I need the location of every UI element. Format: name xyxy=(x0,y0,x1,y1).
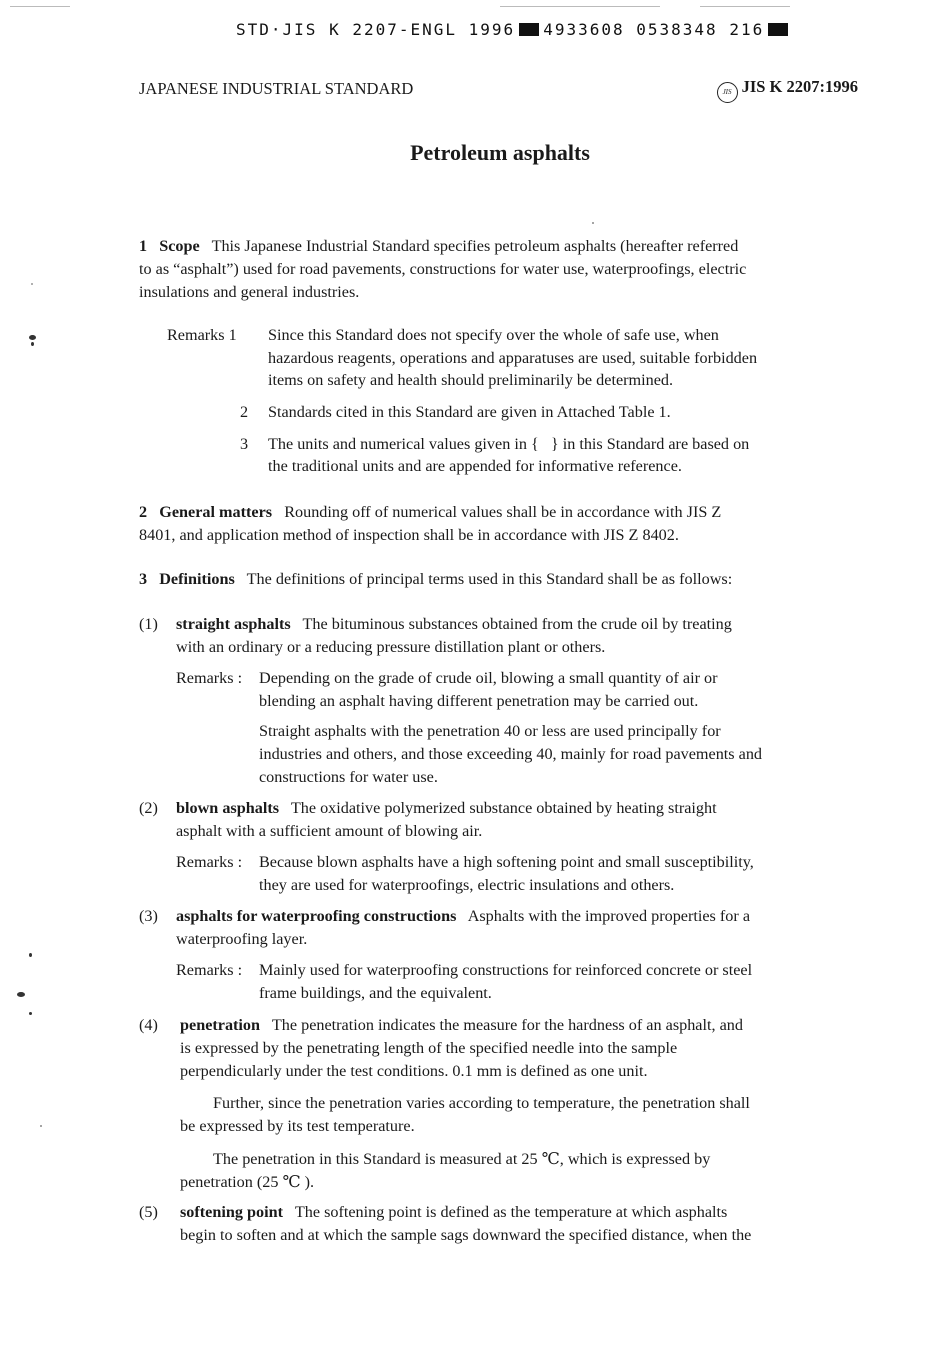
standard-number-text: JIS K 2207:1996 xyxy=(741,77,858,96)
section-text: The definitions of principal terms used in this Standard shall be as follows: xyxy=(246,570,733,588)
remarks-block xyxy=(167,326,867,486)
standard-number xyxy=(717,77,858,103)
scan-speck xyxy=(29,953,32,957)
remark-number: 2 xyxy=(240,403,249,421)
scan-speck xyxy=(40,1125,42,1127)
definition-text: be expressed by its test temperature. xyxy=(180,1117,415,1135)
remark-text: Straight asphalts with the penetration 40 or less are used principally for xyxy=(259,722,721,740)
remark-text: Mainly used for waterproofing constructions for reinforced concrete or steel xyxy=(259,961,753,979)
definition-text: The penetration in this Standard is measured at 25 ℃, which is expressed by xyxy=(213,1150,711,1168)
remarks-label: Remarks : xyxy=(176,961,243,979)
definition-term: blown asphalts xyxy=(176,799,280,817)
definition-text: with an ordinary or a reducing pressure distillation plant or others. xyxy=(176,638,606,656)
definition-text: waterproofing layer. xyxy=(176,930,308,948)
definition-number: (3) xyxy=(139,907,158,925)
definition-term: asphalts for waterproofing constructions xyxy=(176,907,457,925)
definition-text: asphalt with a sufficient amount of blowing air. xyxy=(176,822,483,840)
definition-softening-point xyxy=(139,1203,864,1253)
definition-text: Asphalts with the improved properties for a xyxy=(467,907,751,925)
scan-speck xyxy=(29,335,36,340)
definition-text: is expressed by the penetrating length of the specified needle into the sample xyxy=(180,1039,678,1057)
definition-number: (2) xyxy=(139,799,158,817)
scan-speck xyxy=(17,992,25,997)
definition-blown-asphalts xyxy=(139,799,864,899)
section-general-line-1 xyxy=(139,503,721,522)
black-block xyxy=(768,23,788,36)
document-code-prefix: STD·JIS K 2207-ENGL 1996 xyxy=(236,20,516,39)
definition-line-1 xyxy=(176,615,732,634)
scan-speck xyxy=(31,283,33,285)
jis-mark-icon: JIS xyxy=(717,82,738,103)
page-title-text: Petroleum asphalts xyxy=(410,140,590,165)
section-number: 3 xyxy=(139,570,148,588)
remark-text: hazardous reagents, operations and apparatuses are used, suitable forbidden xyxy=(268,349,758,367)
section-heading: Definitions xyxy=(159,570,235,588)
definition-line-1 xyxy=(176,907,750,926)
definition-number: (4) xyxy=(139,1016,158,1034)
definition-straight-asphalts xyxy=(139,615,864,795)
definition-term: penetration xyxy=(180,1016,261,1034)
remark-text: Depending on the grade of crude oil, blowing a small quantity of air or xyxy=(259,669,718,687)
definition-text: The bituminous substances obtained from the crude oil by treating xyxy=(302,615,732,633)
remark-text: industries and others, and those exceeding 40, mainly for road pavements and xyxy=(259,745,763,763)
definition-text: The penetration indicates the measure for the hardness of an asphalt, and xyxy=(271,1016,743,1034)
document-code-numbers: 4933608 0538348 216 xyxy=(543,20,765,39)
remark-text: Standards cited in this Standard are given in Attached Table 1. xyxy=(268,403,671,421)
scan-mark xyxy=(500,6,660,7)
section-heading: Scope xyxy=(159,237,200,255)
section-text: This Japanese Industrial Standard specifies petroleum asphalts (hereafter referred xyxy=(211,237,739,255)
section-definitions xyxy=(139,570,859,595)
remark-text: the traditional units and are appended for informative reference. xyxy=(268,457,682,475)
section-text: insulations and general industries. xyxy=(139,283,360,301)
definition-term: softening point xyxy=(180,1203,283,1221)
section-text: to as “asphalt”) used for road pavements, constructions for water use, waterproofings, electric xyxy=(139,260,747,278)
definition-number: (1) xyxy=(139,615,158,633)
remark-text: constructions for water use. xyxy=(259,768,438,786)
remark-text: items on safety and health should preliminarily be determined. xyxy=(268,371,674,389)
section-definitions-line xyxy=(139,570,732,589)
definition-text: perpendicularly under the test conditions. 0.1 mm is defined as one unit. xyxy=(180,1062,648,1080)
section-general-matters xyxy=(139,503,859,553)
scan-speck xyxy=(592,222,594,224)
definition-text: penetration (25 ℃ ). xyxy=(180,1173,315,1191)
page-title xyxy=(0,140,950,166)
section-scope-line-1 xyxy=(139,235,738,258)
definition-line-1 xyxy=(176,799,717,818)
remark-text: they are used for waterproofings, electric insulations and others. xyxy=(259,876,675,894)
remark-text: The units and numerical values given in { } in this Standard are based on xyxy=(268,435,750,453)
black-block xyxy=(519,23,539,36)
definition-number: (5) xyxy=(139,1203,158,1221)
section-number: 1 xyxy=(139,237,148,255)
scan-mark xyxy=(10,6,70,7)
remarks-label: Remarks 1 xyxy=(167,326,237,344)
section-text: 8401, and application method of inspection shall be in accordance with JIS Z 8402. xyxy=(139,526,679,544)
remark-text: Because blown asphalts have a high softening point and small susceptibility, xyxy=(259,853,754,871)
definition-line-1 xyxy=(180,1016,743,1035)
scan-speck xyxy=(31,342,34,346)
document-code-line xyxy=(236,20,792,39)
standard-name: JAPANESE INDUSTRIAL STANDARD xyxy=(139,79,414,98)
remark-text: frame buildings, and the equivalent. xyxy=(259,984,492,1002)
remarks-label: Remarks : xyxy=(176,853,243,871)
remarks-label: Remarks : xyxy=(176,669,243,687)
definition-waterproofing-asphalts xyxy=(139,907,864,1007)
remark-number: 3 xyxy=(240,435,249,453)
definition-text: The softening point is defined as the temperature at which asphalts xyxy=(294,1203,728,1221)
definition-penetration xyxy=(139,1016,864,1196)
definition-line-1 xyxy=(180,1203,727,1222)
definition-text: Further, since the penetration varies according to temperature, the penetration shall xyxy=(213,1094,750,1112)
remark-text: blending an asphalt having different penetration may be carried out. xyxy=(259,692,699,710)
definition-text: begin to soften and at which the sample sags downward the specified distance, when the xyxy=(180,1226,752,1244)
section-text: Rounding off of numerical values shall be in accordance with JIS Z xyxy=(284,503,722,521)
definition-term: straight asphalts xyxy=(176,615,291,633)
remark-text: Since this Standard does not specify over the whole of safe use, when xyxy=(268,326,719,344)
definition-text: The oxidative polymerized substance obtained by heating straight xyxy=(290,799,717,817)
section-number: 2 xyxy=(139,503,148,521)
scan-mark xyxy=(700,6,790,7)
section-heading: General matters xyxy=(159,503,273,521)
scan-speck xyxy=(29,1012,32,1015)
